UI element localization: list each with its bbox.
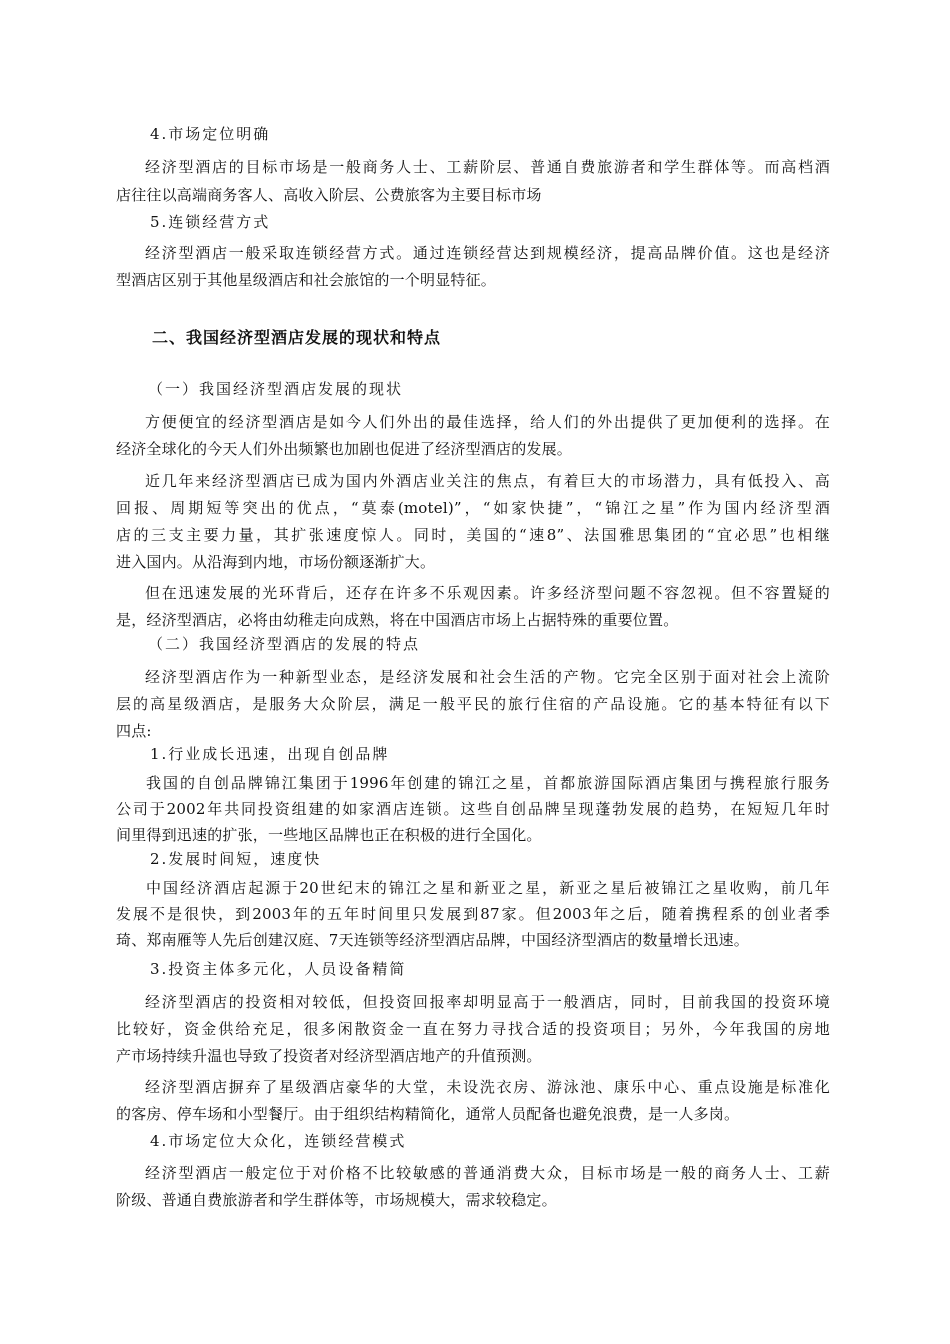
paragraph-line: 我国的自创品牌锦江集团于1996年创建的锦江之星，首都旅游国际酒店集团与携程旅行服务	[146, 774, 830, 792]
paragraph-line: 经济型酒店一般定位于对价格不比较敏感的普通消费大众，目标市场是一般的商务人士、工薪	[145, 1164, 830, 1182]
paragraph-line: 的客房、停车场和小型餐厅。由于组织结构精简化，通常人员配备也避免浪费，是一人多岗。	[116, 1105, 740, 1123]
paragraph-line: 经济型酒店摒弃了星级酒店豪华的大堂，未设洗衣房、游泳池、康乐中心、重点设施是标准化	[145, 1078, 830, 1096]
paragraph-line: 型酒店区别于其他星级酒店和社会旅馆的一个明显特征。	[116, 271, 497, 289]
paragraph-line: 公司于2002年共同投资组建的如家酒店连锁。这些自创品牌呈现蓬勃发展的趋势，在短短几年时	[116, 800, 830, 818]
paragraph-line: 进入国内。从沿海到内地，市场份额逐渐扩大。	[116, 553, 436, 571]
subheading-market-positioning: 4.市场定位明确	[150, 125, 271, 143]
section-heading: 二、我国经济型酒店发展的现状和特点	[152, 328, 442, 347]
paragraph-line: 四点:	[116, 722, 152, 740]
paragraph-line: 比较好，资金供给充足，很多闲散资金一直在努力寻找合适的投资项目；另外，今年我国的房地	[116, 1020, 830, 1038]
paragraph-line: 琦、郑南雁等人先后创建汉庭、7天连锁等经济型酒店品牌，中国经济型酒店的数量增长迅速。	[116, 931, 749, 949]
paragraph-line: 是，经济型酒店，必将由幼稚走向成熟，将在中国酒店市场上占据特殊的重要位置。	[116, 611, 679, 629]
paragraph-line: 店往往以高端商务客人、高收入阶层、公费旅客为主要目标市场	[116, 186, 542, 204]
paragraph-line: 近几年来经济型酒店已成为国内外酒店业关注的焦点，有着巨大的市场潜力，具有低投入、高	[145, 472, 830, 490]
subheading-investment: 3.投资主体多元化，人员设备精简	[150, 960, 407, 978]
subheading-industry-growth: 1.行业成长迅速，出现自创品牌	[150, 745, 390, 763]
subsection-heading-status: （一）我国经济型酒店发展的现状	[148, 380, 404, 398]
paragraph-line: 中国经济酒店起源于20世纪末的锦江之星和新亚之星，新亚之星后被锦江之星收购，前几年	[146, 879, 830, 897]
paragraph-line: 层的高星级酒店，是服务大众阶层，满足一般平民的旅行住宿的产品设施。它的基本特征有以下	[116, 695, 830, 713]
paragraph-line: 店的三支主要力量，其扩张速度惊人。同时，美国的“速8”、法国雅思集团的“宜必思”也相继	[116, 526, 830, 544]
paragraph-line: 间里得到迅速的扩张，一些地区品牌也正在积极的进行全国化。	[116, 826, 542, 844]
subsection-heading-features: （二）我国经济型酒店的发展的特点	[148, 635, 421, 653]
paragraph-line: 阶级、普通自费旅游者和学生群体等，市场规模大，需求较稳定。	[116, 1191, 557, 1209]
subheading-short-history: 2.发展时间短，速度快	[150, 850, 322, 868]
paragraph-line: 经济全球化的今天人们外出频繁也加剧也促进了经济型酒店的发展。	[116, 440, 573, 458]
paragraph-line: 回报、周期短等突出的优点，“莫泰(motel)”，“如家快捷”，“锦江之星”作为国内经济型酒	[116, 499, 830, 517]
subheading-chain-operation: 5.连锁经营方式	[150, 213, 271, 231]
paragraph-line: 方便便宜的经济型酒店是如今人们外出的最佳选择，给人们的外出提供了更加便利的选择。在	[145, 413, 830, 431]
paragraph-line: 经济型酒店的投资相对较低，但投资回报率却明显高于一般酒店，同时，目前我国的投资环境	[145, 993, 830, 1011]
paragraph-line: 产市场持续升温也导致了投资者对经济型酒店地产的升值预测。	[116, 1047, 542, 1065]
paragraph-line: 经济型酒店的目标市场是一般商务人士、工薪阶层、普通自费旅游者和学生群体等。而高档酒	[145, 158, 830, 176]
subheading-mass-market: 4.市场定位大众化，连锁经营模式	[150, 1132, 407, 1150]
paragraph-line: 经济型酒店作为一种新型业态，是经济发展和社会生活的产物。它完全区别于面对社会上流阶	[145, 668, 830, 686]
paragraph-line: 经济型酒店一般采取连锁经营方式。通过连锁经营达到规模经济，提高品牌价值。这也是经济	[145, 244, 830, 262]
paragraph-line: 但在迅速发展的光环背后，还存在许多不乐观因素。许多经济型问题不容忽视。但不容置疑的	[145, 584, 830, 602]
paragraph-line: 发展不是很快，到2003年的五年时间里只发展到87家。但2003年之后，随着携程系的创业者季	[116, 905, 830, 923]
